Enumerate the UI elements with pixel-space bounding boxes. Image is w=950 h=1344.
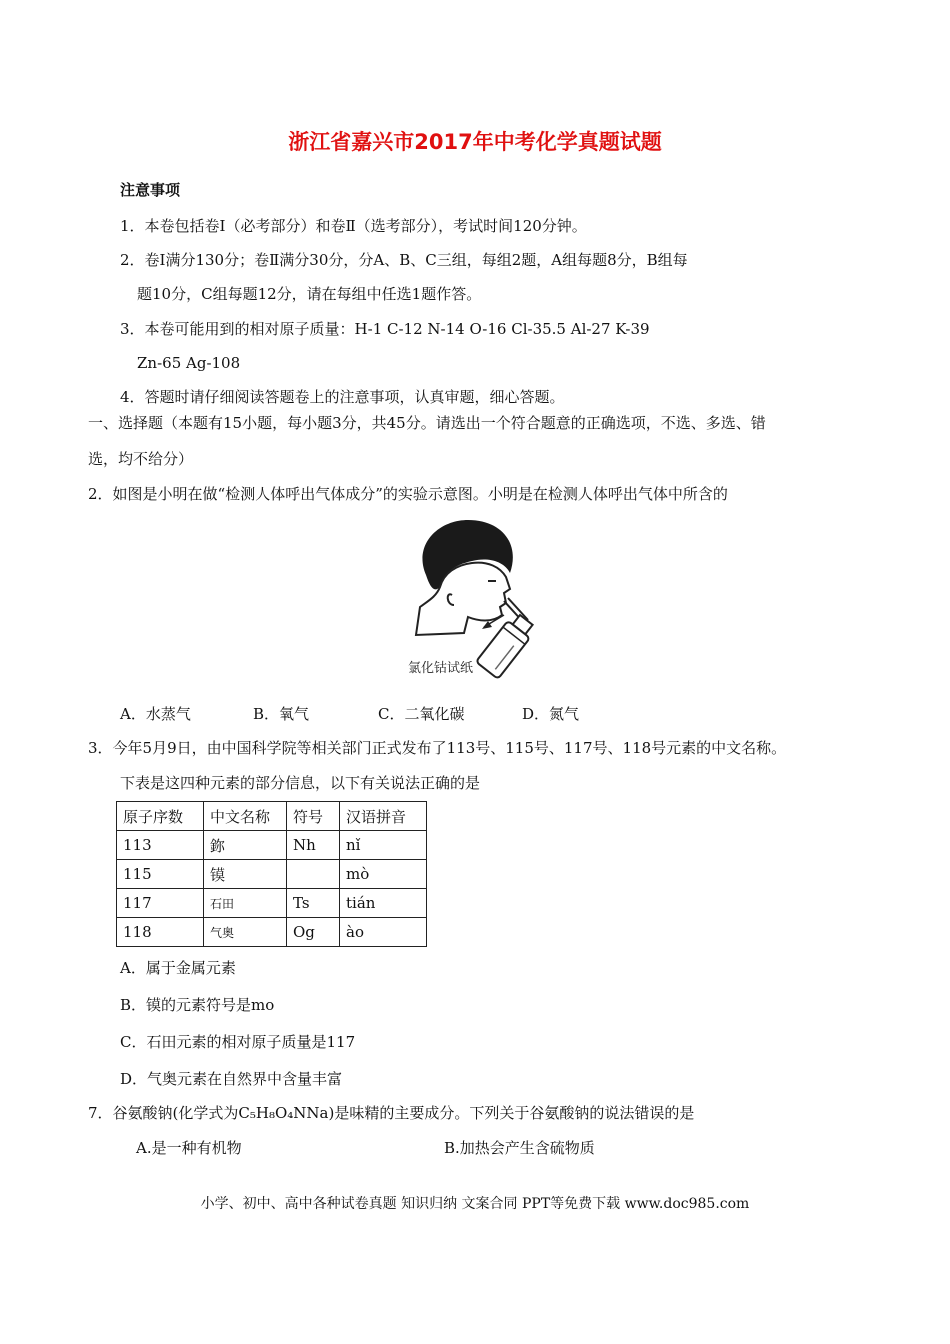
table-cell: Ts xyxy=(287,889,340,918)
question-3-stem-line-2: 下表是这四种元素的部分信息，以下有关说法正确的是 xyxy=(120,774,481,792)
notice-item-3-line-1: 3．本卷可能用到的相对原子质量：H-1 C-12 N-14 O-16 Cl-35.5 Al-27 K-39 xyxy=(120,320,650,338)
notice-item-2-line-2: 题10分，C组每题12分，请在每组中任选1题作答。 xyxy=(137,285,482,303)
table-row xyxy=(117,889,427,918)
question-3-option-a: A．属于金属元素 xyxy=(120,959,236,977)
table-row xyxy=(117,831,427,860)
table-cell: 气奥 xyxy=(204,918,287,947)
section-1-heading-line-2: 选，均不给分） xyxy=(88,450,194,468)
notice-item-2-line-1: 2．卷Ⅰ满分130分；卷Ⅱ满分30分，分A、B、C三组，每组2题，A组每题8分，B组每 xyxy=(120,251,688,269)
page-footer: 小学、初中、高中各种试卷真题 知识归纳 文案合同 PPT等免费下载 www.doc985.com xyxy=(200,1196,750,1212)
question-3-option-b: B．镆的元素符号是mo xyxy=(120,996,275,1014)
table-cell: ào xyxy=(340,918,427,947)
table-header: 汉语拼音 xyxy=(340,802,427,831)
question-2-stem: 2．如图是小明在做“检测人体呼出气体成分”的实验示意图。小明是在检测人体呼出气体中所含的 xyxy=(88,485,728,503)
table-cell: tián xyxy=(340,889,427,918)
element-table xyxy=(116,801,427,947)
question-2-option-b: B．氧气 xyxy=(253,705,310,723)
table-row xyxy=(117,918,427,947)
notice-item-4: 4．答题时请仔细阅读答题卷上的注意事项，认真审题，细心答题。 xyxy=(120,388,565,406)
table-cell: 鉨 xyxy=(204,831,287,860)
question-7-option-b: B.加热会产生含硫物质 xyxy=(444,1139,595,1157)
table-header: 原子序数 xyxy=(117,802,204,831)
notice-heading: 注意事项 xyxy=(120,181,181,199)
table-cell: 117 xyxy=(117,889,204,918)
table-cell: nǐ xyxy=(340,831,427,860)
table-cell: 镆 xyxy=(204,860,287,889)
table-header: 中文名称 xyxy=(204,802,287,831)
question-2-option-a: A．水蒸气 xyxy=(120,705,191,723)
question-3-option-d: D．气奥元素在自然界中含量丰富 xyxy=(120,1070,343,1088)
table-cell: 118 xyxy=(117,918,204,947)
section-1-heading-line-1: 一、选择题（本题有15小题，每小题3分，共45分。请选出一个符合题意的正确选项，不选、多选、错 xyxy=(88,414,766,432)
table-row xyxy=(117,860,427,889)
question-7-option-a: A.是一种有机物 xyxy=(136,1139,242,1157)
question-2-option-d: D．氮气 xyxy=(522,705,580,723)
question-2-option-c: C．二氧化碳 xyxy=(378,705,465,723)
table-cell: 113 xyxy=(117,831,204,860)
question-7-stem: 7．谷氨酸钠(化学式为C₅H₈O₄NNa)是味精的主要成分。下列关于谷氨酸钠的说法错误的是 xyxy=(88,1104,695,1122)
table-cell: Nh xyxy=(287,831,340,860)
breath-test-figure xyxy=(408,515,563,680)
question-3-stem-line-1: 3．今年5月9日，由中国科学院等相关部门正式发布了113号、115号、117号、118号元素的中文名称。 xyxy=(88,739,787,757)
table-cell: mò xyxy=(340,860,427,889)
table-cell: 115 xyxy=(117,860,204,889)
figure-caption: 氯化钴试纸 xyxy=(408,661,474,676)
table-cell: Og xyxy=(287,918,340,947)
notice-item-3-line-2: Zn-65 Ag-108 xyxy=(137,354,241,372)
table-header-row xyxy=(117,802,427,831)
table-header: 符号 xyxy=(287,802,340,831)
page-title: 浙江省嘉兴市2017年中考化学真题试题 xyxy=(288,130,662,154)
question-3-option-c: C．石田元素的相对原子质量是117 xyxy=(120,1033,356,1051)
table-cell xyxy=(287,860,340,889)
table-cell: 石田 xyxy=(204,889,287,918)
notice-item-1: 1．本卷包括卷Ⅰ（必考部分）和卷Ⅱ（选考部分），考试时间120分钟。 xyxy=(120,217,587,235)
